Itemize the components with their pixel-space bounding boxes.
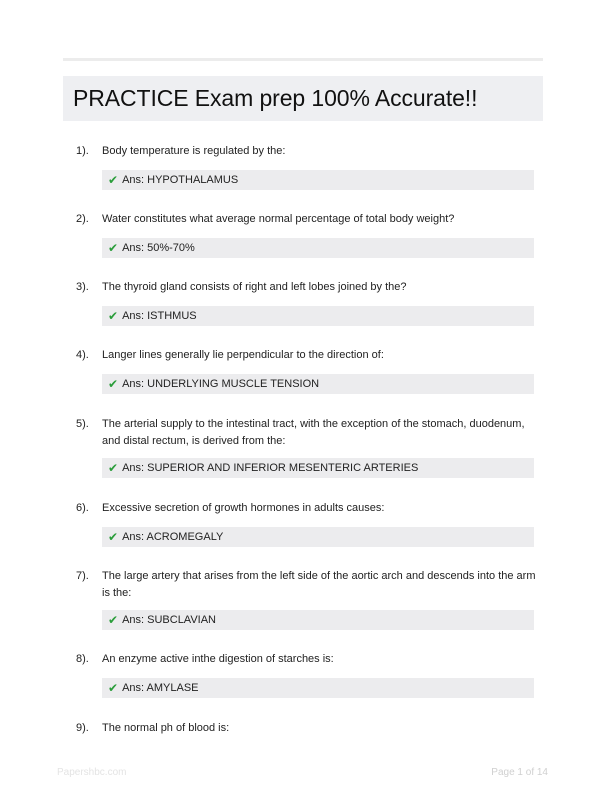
- check-icon: ✔: [108, 530, 119, 544]
- answer-text: Ans: UNDERLYING MUSCLE TENSION: [122, 378, 320, 390]
- question-number: 6).: [76, 502, 89, 514]
- question-number: 7).: [76, 570, 89, 582]
- footer-site-watermark: Papershbc.com: [57, 767, 127, 778]
- answer-text: Ans: HYPOTHALAMUS: [122, 174, 239, 186]
- question-number: 4).: [76, 349, 89, 361]
- answer-box: [102, 678, 534, 698]
- answer-text: Ans: ACROMEGALY: [122, 531, 224, 543]
- check-icon: ✔: [108, 681, 119, 695]
- question-text: Water constitutes what average normal percentage of total body weight?: [102, 213, 455, 225]
- question-number: 8).: [76, 653, 89, 665]
- question-text: The thyroid gland consists of right and left lobes joined by the?: [102, 281, 407, 293]
- question-text: Body temperature is regulated by the:: [102, 145, 286, 157]
- answer-box: [102, 458, 534, 478]
- question-text: The large artery that arises from the left side of the aortic arch and descends into the arm is the:: [102, 570, 536, 599]
- question-number: 9).: [76, 722, 89, 734]
- answer-box: [102, 527, 534, 547]
- question-number: 1).: [76, 145, 89, 157]
- top-divider: [63, 58, 543, 61]
- check-icon: ✔: [108, 461, 119, 475]
- question-text: The arterial supply to the intestinal tract, with the exception of the stomach, duodenum, and distal rectum, is derived from the:: [102, 418, 525, 447]
- footer-page-number: Page 1 of 14: [491, 767, 548, 778]
- answer-box: [102, 238, 534, 258]
- question-text: Excessive secretion of growth hormones in adults causes:: [102, 502, 385, 514]
- answer-text: Ans: ISTHMUS: [122, 310, 197, 322]
- answer-box: [102, 610, 534, 630]
- check-icon: ✔: [108, 309, 119, 323]
- answer-box: [102, 306, 534, 326]
- answer-text: Ans: SUPERIOR AND INFERIOR MESENTERIC ARTERIES: [122, 462, 419, 474]
- question-text: An enzyme active inthe digestion of starches is:: [102, 653, 334, 665]
- answer-box: [102, 170, 534, 190]
- check-icon: ✔: [108, 377, 119, 391]
- check-icon: ✔: [108, 173, 119, 187]
- question-text: Langer lines generally lie perpendicular to the direction of:: [102, 349, 384, 361]
- page-title: PRACTICE Exam prep 100% Accurate!!: [73, 85, 478, 111]
- check-icon: ✔: [108, 241, 119, 255]
- answer-box: [102, 374, 534, 394]
- answer-text: Ans: AMYLASE: [122, 682, 199, 694]
- title-banner: [63, 76, 543, 121]
- answer-text: Ans: 50%-70%: [122, 242, 195, 254]
- question-number: 2).: [76, 213, 89, 225]
- answer-text: Ans: SUBCLAVIAN: [122, 614, 217, 626]
- question-number: 5).: [76, 418, 89, 430]
- check-icon: ✔: [108, 613, 119, 627]
- question-number: 3).: [76, 281, 89, 293]
- question-text: The normal ph of blood is:: [102, 722, 230, 734]
